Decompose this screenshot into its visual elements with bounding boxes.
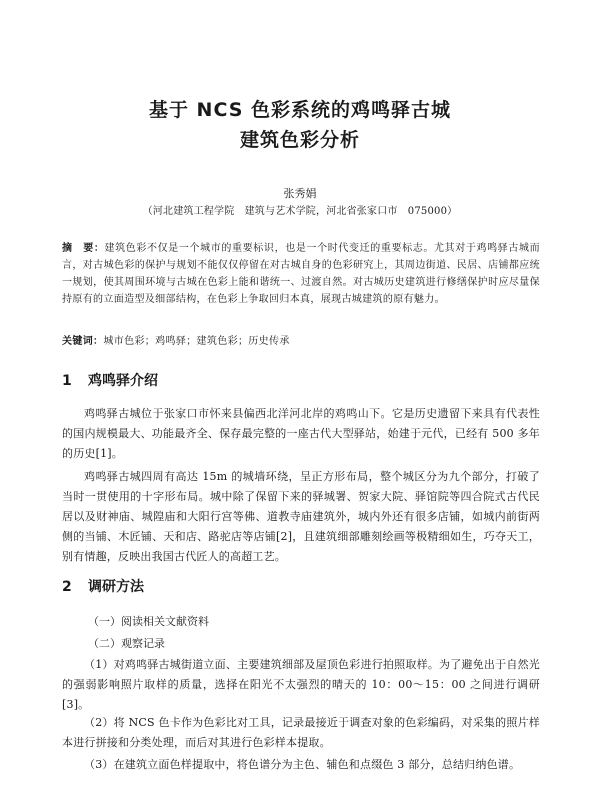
section-2-paragraph: （3）在建筑立面色样提取中，将色谱分为主色、辅色和点缀色 3 部分，总结归纳色谱。 bbox=[84, 758, 521, 771]
section-2-title: 调研方法 bbox=[88, 579, 144, 595]
abstract-label: 摘 要： bbox=[62, 243, 105, 254]
keywords bbox=[62, 334, 540, 350]
section-2-number: 2 bbox=[62, 579, 72, 595]
subsection-literature: （一）阅读相关文献资料 bbox=[88, 615, 209, 628]
title-line-1: 基于 NCS 色彩系统的鸡鸣驿古城 bbox=[148, 99, 452, 121]
section-2-paragraph: （1）对鸡鸣驿古城街道立面、主要建筑细部及屋顶色彩进行拍照取样。为了避免出于自然光的强弱影响照片取样的质量，选择在阳光不太强烈的晴天的 10：00～15：00 之间进行调研[3]。 bbox=[62, 658, 540, 711]
section-1-title: 鸡鸣驿介绍 bbox=[88, 373, 158, 389]
title-line-2: 建筑色彩分析 bbox=[239, 129, 360, 151]
subsection-observation: （二）观察记录 bbox=[88, 637, 165, 650]
abstract bbox=[62, 240, 540, 308]
keywords-label: 关键词： bbox=[62, 336, 104, 347]
author: 张秀娟 bbox=[283, 187, 317, 200]
affiliation: （河北建筑工程学院 建筑与艺术学院，河北省张家口市 075000） bbox=[142, 206, 458, 217]
section-2-paragraph: （2）将 NCS 色卡作为色彩比对工具，记录最接近于调查对象的色彩编码，对采集的照片样本进行拼接和分类处理，而后对其进行色彩样本提取。 bbox=[62, 716, 540, 749]
section-1-paragraph: 鸡鸣驿古城四周有高达 15m 的城墙环绕，呈正方形布局，整个城区分为九个部分，打破了当时一贯使用的十字形布局。城中除了保留下来的驿城署、贺家大院、驿馆院等四合院式古代民居以及财神庙、城隍庙和大阳行宫等佛、道教寺庙建筑外，城内外还有很多店铺，如城内前街两侧的当铺、木匠铺、天和店、路驼店等店铺[2]，且建筑细部雕刻绘画等极精细如生，巧夺天工，别有情趣，反映出我国古代匠人的高超工艺。 bbox=[62, 470, 540, 563]
abstract-text: 建筑色彩不仅是一个城市的重要标识，也是一个时代变迁的重要标志。尤其对于鸡鸣驿古城而言，对古城色彩的保护与规划不能仅仅停留在对古城自身的色彩研究上，其周边街道、民居、店铺都应统一规划，使其周围环境与古城在色彩上能和谐统一、过渡自然。对古城历史建筑进行修缮保护时应尽量保持原有的立面造型及细部结构，在色彩上争取回归本真，展现古城建筑的原有魅力。 bbox=[62, 243, 540, 305]
section-1-number: 1 bbox=[62, 373, 72, 389]
keywords-text: 城市色彩；鸡鸣驿；建筑色彩；历史传承 bbox=[103, 336, 290, 347]
section-1-paragraph: 鸡鸣驿古城位于张家口市怀来县偏西北洋河北岸的鸡鸣山下。它是历史遗留下来具有代表性的国内规模最大、功能最齐全、保存最完整的一座古代大型驿站，始建于元代，已经有 500 多年的历史[1]。 bbox=[62, 407, 540, 460]
section-2-heading bbox=[62, 578, 144, 596]
section-1-heading bbox=[62, 372, 158, 390]
